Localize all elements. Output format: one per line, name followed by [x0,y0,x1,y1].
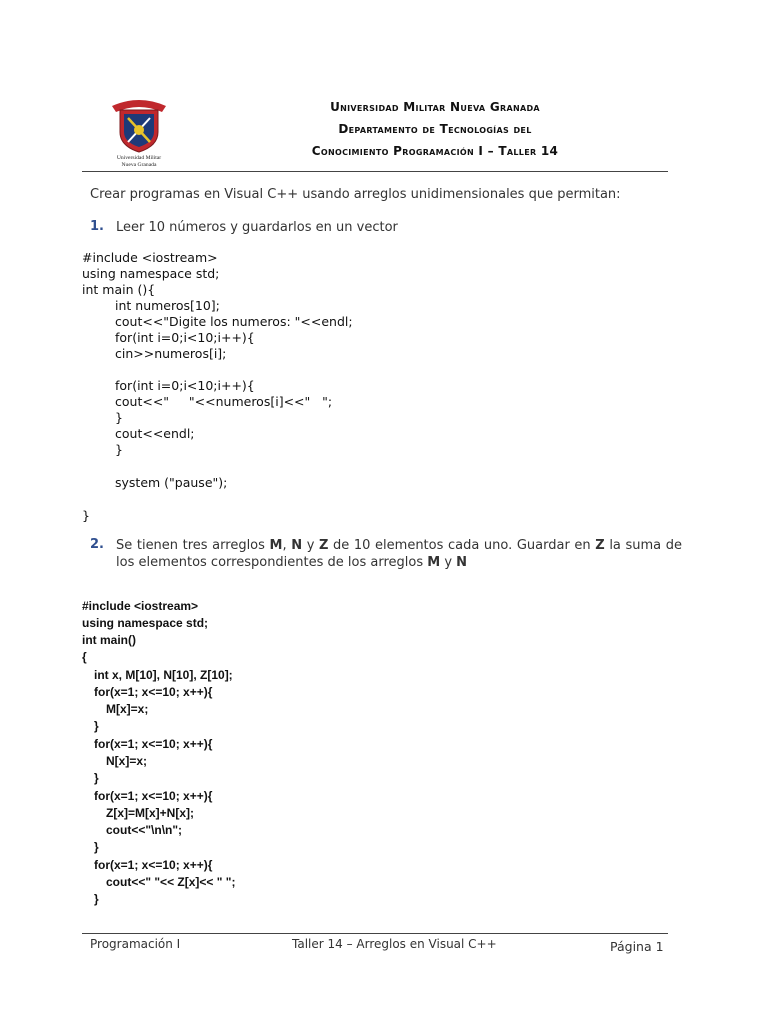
code-line: for(x=1; x<=10; x++){ [94,737,213,751]
footer-page-number: Página 1 [610,939,664,954]
code-line: int numeros[10]; [115,298,220,313]
code-line: } [94,719,99,733]
code-line: system ("pause"); [115,475,228,490]
header-titles [270,96,600,162]
exercise-1-number: 1. [90,219,104,234]
code-line: for(int i=0;i<10;i++){ [115,378,255,393]
footer-course: Programación I [90,937,181,951]
code-line: cin>>numeros[i]; [115,346,227,361]
code-line: using namespace std; [82,266,220,281]
code-line: } [94,840,99,854]
university-logo [104,92,174,168]
intro-paragraph: Crear programas en Visual C++ usando arreglos unidimensionales que permitan: [90,187,621,202]
code-line: int x, M[10], N[10], Z[10]; [94,668,233,682]
exercise-2-number: 2. [90,537,104,552]
code-line: } [94,892,99,906]
code-line: using namespace std; [82,616,209,630]
header-title-line3: Conocimiento Programación I – Taller 14 [311,144,559,158]
page-header [0,0,768,175]
header-title-line1: Universidad Militar Nueva Granada [330,100,540,114]
header-title-line2: Departamento de Tecnologías del [338,122,532,136]
code-line: cout<<"\n\n"; [106,823,183,837]
code-line: M[x]=x; [106,702,149,716]
code-line: for(x=1; x<=10; x++){ [94,685,213,699]
footer-divider [82,933,668,934]
code-line: #include <iostream> [82,250,218,265]
exercise-1-text: Leer 10 números y guardarlos en un vector [116,220,398,235]
code-line: Z[x]=M[x]+N[x]; [106,806,195,820]
code-line: for(x=1; x<=10; x++){ [94,858,213,872]
footer-title: Taller 14 – Arreglos en Visual C++ [292,937,497,951]
code-line: int main() [82,633,136,647]
header-divider [82,171,668,172]
code-line: } [82,508,90,523]
code-line: cout<<endl; [115,426,195,441]
code-line: cout<<" "<< Z[x]<< " "; [106,875,236,889]
exercise-2-text: Se tienen tres arreglos M, N y Z de 10 elementos cada uno. Guardar en Z la suma de los elementos correspondientes de los arreglos M y N [116,538,683,570]
code-line: cout<<" "<<numeros[i]<<" "; [115,394,333,409]
code-line: cout<<"Digite los numeros: "<<endl; [115,314,353,329]
code-line: #include <iostream> [82,599,199,613]
code-line: for(int i=0;i<10;i++){ [115,330,255,345]
svg-text:Nueva Granada: Nueva Granada [121,162,157,168]
code-line: int main (){ [82,282,156,297]
code-line: } [94,771,99,785]
code-line: { [82,650,87,664]
code-line: for(x=1; x<=10; x++){ [94,789,213,803]
code-line: N[x]=x; [106,754,148,768]
code-line: } [115,442,123,457]
svg-text:Universidad Militar: Universidad Militar [116,155,162,161]
code-line: } [115,410,123,425]
